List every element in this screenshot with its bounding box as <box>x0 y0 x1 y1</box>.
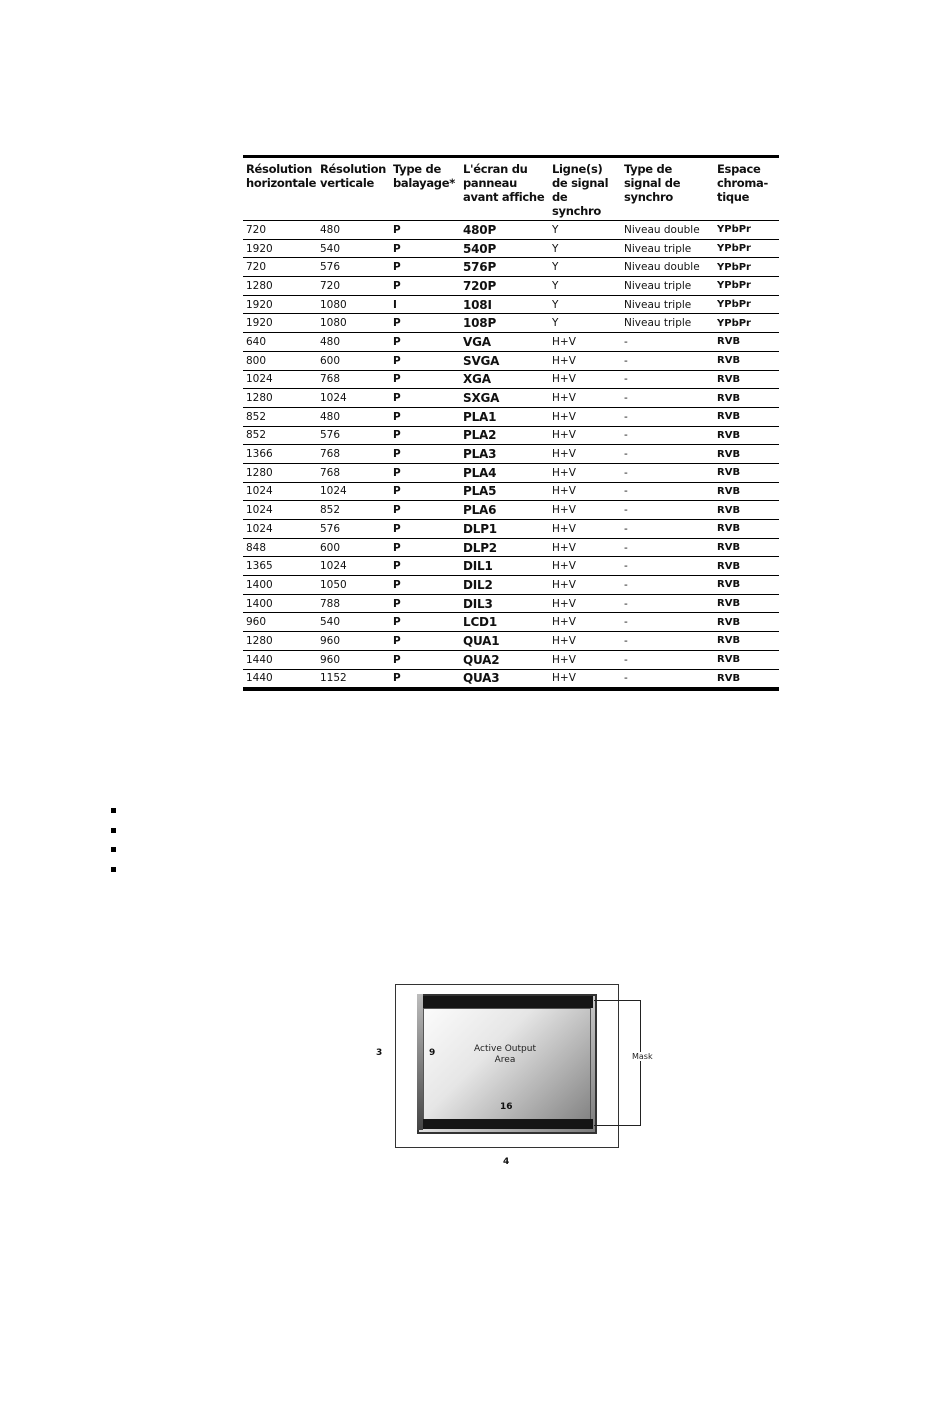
column-header-line: Espace <box>717 162 761 176</box>
table-row <box>243 239 779 258</box>
column-header <box>460 158 549 221</box>
horizontal-resolution-cell: 960 <box>243 613 317 632</box>
vertical-resolution-cell: 768 <box>317 370 390 389</box>
color-space-cell: RVB <box>714 520 779 539</box>
sync-type-cell: - <box>621 351 714 370</box>
column-header <box>243 158 317 221</box>
aspect-ratio-diagram <box>370 980 670 1180</box>
horizontal-resolution-cell: 1024 <box>243 370 317 389</box>
sync-lines-cell: Y <box>549 239 621 258</box>
horizontal-resolution-cell: 1920 <box>243 239 317 258</box>
vertical-resolution-cell: 852 <box>317 501 390 520</box>
table-row <box>243 520 779 539</box>
column-header-line: panneau <box>463 176 518 190</box>
sync-type-cell: Niveau double <box>621 258 714 277</box>
horizontal-resolution-cell: 1366 <box>243 445 317 464</box>
color-space-cell: RVB <box>714 650 779 669</box>
color-space-cell: YPbPr <box>714 314 779 333</box>
column-header-line: chroma- <box>717 176 768 190</box>
color-space-cell: RVB <box>714 426 779 445</box>
resolution-table-wrapper <box>243 155 779 691</box>
column-header-line: Type de <box>624 162 672 176</box>
sync-type-cell: - <box>621 576 714 595</box>
display-mode-cell: 108P <box>460 314 549 333</box>
display-mode-cell: 576P <box>460 258 549 277</box>
table-row <box>243 370 779 389</box>
table-row <box>243 426 779 445</box>
horizontal-resolution-cell: 720 <box>243 221 317 240</box>
display-mode-cell: 540P <box>460 239 549 258</box>
table-row <box>243 333 779 352</box>
vertical-resolution-cell: 1050 <box>317 576 390 595</box>
sync-lines-cell: H+V <box>549 482 621 501</box>
display-mode-cell: SVGA <box>460 351 549 370</box>
horizontal-resolution-cell: 1024 <box>243 501 317 520</box>
display-mode-cell: DIL1 <box>460 557 549 576</box>
bullet-square-icon <box>111 828 116 833</box>
sync-lines-cell: H+V <box>552 672 576 685</box>
scan-type-cell: P <box>390 407 460 426</box>
display-mode-cell: LCD1 <box>460 613 549 632</box>
table-row <box>243 463 779 482</box>
color-space-cell: RVB <box>714 576 779 595</box>
vertical-resolution-cell: 576 <box>317 520 390 539</box>
sync-lines-cell: H+V <box>549 557 621 576</box>
vertical-resolution-cell: 480 <box>317 221 390 240</box>
display-mode-cell: DIL2 <box>460 576 549 595</box>
vertical-resolution-cell: 768 <box>317 463 390 482</box>
scan-type-cell: P <box>390 576 460 595</box>
column-header-line: signal de <box>624 176 681 190</box>
sync-lines-cell: H+V <box>549 538 621 557</box>
horizontal-resolution-cell: 800 <box>243 351 317 370</box>
horizontal-resolution-cell: 1280 <box>243 632 317 651</box>
column-header-line: de synchro <box>552 190 602 218</box>
sync-type-cell: - <box>621 482 714 501</box>
color-space-cell: YPbPr <box>714 239 779 258</box>
mask-label: Mask <box>632 1052 653 1061</box>
active-area-line1: Active Output <box>474 1044 536 1054</box>
column-header <box>390 158 460 221</box>
sync-type-cell: Niveau triple <box>621 314 714 333</box>
vertical-resolution-cell: 540 <box>317 613 390 632</box>
table-header-row <box>243 158 779 221</box>
color-space-cell: RVB <box>717 672 741 684</box>
display-mode-cell: DLP2 <box>460 538 549 557</box>
sync-lines-cell: H+V <box>549 501 621 520</box>
vertical-resolution-cell: 1024 <box>317 557 390 576</box>
display-mode-cell: 480P <box>460 221 549 240</box>
display-mode-cell: DIL3 <box>460 594 549 613</box>
sync-type-cell: - <box>621 650 714 669</box>
column-header-line: Résolution <box>246 162 313 176</box>
column-header-line: verticale <box>320 176 375 190</box>
sync-lines-cell: Y <box>549 314 621 333</box>
horizontal-resolution-cell: 1920 <box>243 295 317 314</box>
sync-type-cell: - <box>621 632 714 651</box>
vertical-resolution-cell: 1024 <box>317 482 390 501</box>
ratio-label-3: 3 <box>376 1048 383 1058</box>
vertical-resolution-cell: 720 <box>317 277 390 296</box>
color-space-cell: RVB <box>714 351 779 370</box>
display-mode-cell: QUA3 <box>463 671 500 686</box>
sync-type-cell: - <box>621 333 714 352</box>
horizontal-resolution-cell: 852 <box>243 407 317 426</box>
horizontal-resolution-cell: 1280 <box>243 277 317 296</box>
table-row <box>243 277 779 296</box>
color-space-cell: RVB <box>714 613 779 632</box>
sync-lines-cell: Y <box>549 277 621 296</box>
sync-lines-cell: H+V <box>549 632 621 651</box>
scan-type-cell: I <box>390 295 460 314</box>
display-mode-cell: 720P <box>460 277 549 296</box>
sync-type-cell: - <box>621 463 714 482</box>
table-row <box>243 351 779 370</box>
column-header-line: tique <box>717 190 750 204</box>
table-row <box>243 613 779 632</box>
table-row <box>243 221 779 240</box>
display-mode-cell: DLP1 <box>460 520 549 539</box>
column-header-line: synchro <box>624 190 674 204</box>
display-mode-cell: PLA3 <box>460 445 549 464</box>
horizontal-resolution-cell: 720 <box>243 258 317 277</box>
sync-lines-cell: Y <box>549 295 621 314</box>
color-space-cell: RVB <box>714 370 779 389</box>
table-row <box>243 669 779 687</box>
sync-type-cell: - <box>621 594 714 613</box>
column-header-line: horizontale <box>246 176 317 190</box>
table-row <box>243 538 779 557</box>
active-output-area-label <box>460 1044 550 1066</box>
color-space-cell: RVB <box>714 445 779 464</box>
bullet-square-icon <box>111 808 116 813</box>
color-space-cell: RVB <box>714 501 779 520</box>
table-row <box>243 632 779 651</box>
sync-type-cell: - <box>621 501 714 520</box>
mask-bar-top <box>423 996 593 1008</box>
scan-type-cell: P <box>390 501 460 520</box>
column-header-line: L'écran du <box>463 162 528 176</box>
sync-type-cell: - <box>621 557 714 576</box>
scan-type-cell: P <box>390 463 460 482</box>
sync-lines-cell: H+V <box>549 351 621 370</box>
table-row <box>243 557 779 576</box>
vertical-resolution-cell: 576 <box>317 426 390 445</box>
sync-type-cell: - <box>621 445 714 464</box>
scan-type-cell: P <box>390 426 460 445</box>
table-body <box>243 221 779 688</box>
horizontal-resolution-cell: 1440 <box>246 672 273 685</box>
scan-type-cell: P <box>390 370 460 389</box>
color-space-cell: RVB <box>714 389 779 408</box>
scan-type-cell: P <box>390 482 460 501</box>
sync-type-cell: - <box>621 407 714 426</box>
horizontal-resolution-cell: 1280 <box>243 389 317 408</box>
column-header-line: balayage* <box>393 176 455 190</box>
vertical-resolution-cell: 788 <box>317 594 390 613</box>
vertical-resolution-cell: 600 <box>317 538 390 557</box>
horizontal-resolution-cell: 1440 <box>243 650 317 669</box>
column-header <box>621 158 714 221</box>
scan-type-cell: P <box>390 520 460 539</box>
sync-type-cell: Niveau double <box>621 221 714 240</box>
table-row <box>243 389 779 408</box>
vertical-resolution-cell: 480 <box>317 407 390 426</box>
vertical-resolution-cell: 1152 <box>320 672 347 685</box>
color-space-cell: RVB <box>714 538 779 557</box>
color-space-cell: YPbPr <box>714 277 779 296</box>
column-header-line: Ligne(s) <box>552 162 603 176</box>
display-mode-cell: XGA <box>460 370 549 389</box>
display-mode-cell: PLA2 <box>460 426 549 445</box>
sync-lines-cell: H+V <box>549 463 621 482</box>
table-row <box>243 295 779 314</box>
display-mode-cell: SXGA <box>460 389 549 408</box>
mask-bar-bottom <box>423 1119 593 1129</box>
display-mode-cell: 108I <box>460 295 549 314</box>
sync-lines-cell: H+V <box>549 520 621 539</box>
sync-type-cell: Niveau triple <box>621 277 714 296</box>
sync-type-cell: Niveau triple <box>621 295 714 314</box>
scan-type-cell: P <box>390 650 460 669</box>
scan-type-cell: P <box>390 314 460 333</box>
display-mode-cell: VGA <box>460 333 549 352</box>
color-space-cell: RVB <box>714 463 779 482</box>
sync-lines-cell: H+V <box>549 613 621 632</box>
color-space-cell: YPbPr <box>714 221 779 240</box>
ratio-label-16: 16 <box>500 1102 513 1112</box>
table-row <box>243 445 779 464</box>
table-row <box>243 594 779 613</box>
table-row <box>243 576 779 595</box>
active-area-line2: Area <box>494 1055 516 1065</box>
sync-lines-cell: H+V <box>549 445 621 464</box>
scan-type-cell: P <box>390 445 460 464</box>
horizontal-resolution-cell: 848 <box>243 538 317 557</box>
scan-type-cell: P <box>390 632 460 651</box>
scan-type-cell: P <box>390 239 460 258</box>
vertical-resolution-cell: 960 <box>317 650 390 669</box>
table-row <box>243 258 779 277</box>
sync-lines-cell: H+V <box>549 576 621 595</box>
display-mode-cell: QUA1 <box>460 632 549 651</box>
sync-lines-cell: H+V <box>549 389 621 408</box>
sync-type-cell: - <box>624 672 628 685</box>
color-space-cell: RVB <box>714 333 779 352</box>
resolution-table <box>243 158 779 687</box>
horizontal-resolution-cell: 1024 <box>243 520 317 539</box>
horizontal-resolution-cell: 1280 <box>243 463 317 482</box>
sync-type-cell: - <box>621 370 714 389</box>
sync-lines-cell: H+V <box>549 650 621 669</box>
column-header-line: Type de <box>393 162 441 176</box>
scan-type-cell: P <box>390 351 460 370</box>
horizontal-resolution-cell: 1400 <box>243 594 317 613</box>
scan-type-cell: P <box>390 389 460 408</box>
column-header-line: de signal <box>552 176 609 190</box>
ratio-label-9: 9 <box>429 1048 436 1058</box>
vertical-resolution-cell: 540 <box>317 239 390 258</box>
scan-type-cell: P <box>390 277 460 296</box>
horizontal-resolution-cell: 1365 <box>243 557 317 576</box>
scan-type-cell: P <box>393 672 401 685</box>
vertical-resolution-cell: 960 <box>317 632 390 651</box>
vertical-resolution-cell: 1024 <box>317 389 390 408</box>
column-header-line: Résolution <box>320 162 387 176</box>
table-row <box>243 314 779 333</box>
scan-type-cell: P <box>390 221 460 240</box>
sync-lines-cell: H+V <box>549 426 621 445</box>
vertical-resolution-cell: 768 <box>317 445 390 464</box>
display-mode-cell: PLA1 <box>460 407 549 426</box>
table-row <box>243 650 779 669</box>
color-space-cell: RVB <box>714 482 779 501</box>
display-mode-cell: PLA5 <box>460 482 549 501</box>
horizontal-resolution-cell: 1400 <box>243 576 317 595</box>
bullet-square-icon <box>111 867 116 872</box>
display-mode-cell: PLA4 <box>460 463 549 482</box>
table-row <box>243 482 779 501</box>
vertical-resolution-cell: 1080 <box>317 314 390 333</box>
sync-type-cell: - <box>621 389 714 408</box>
scan-type-cell: P <box>390 594 460 613</box>
horizontal-resolution-cell: 1920 <box>243 314 317 333</box>
scan-type-cell: P <box>390 613 460 632</box>
sync-lines-cell: Y <box>549 258 621 277</box>
table-row <box>243 407 779 426</box>
display-mode-cell: PLA6 <box>460 501 549 520</box>
sync-lines-cell: H+V <box>549 333 621 352</box>
sync-type-cell: - <box>621 538 714 557</box>
color-space-cell: YPbPr <box>714 295 779 314</box>
scan-type-cell: P <box>390 557 460 576</box>
bullet-square-icon <box>111 847 116 852</box>
sync-type-cell: - <box>621 520 714 539</box>
vertical-resolution-cell: 576 <box>317 258 390 277</box>
column-header <box>714 158 779 221</box>
scan-type-cell: P <box>390 258 460 277</box>
vertical-resolution-cell: 480 <box>317 333 390 352</box>
sync-lines-cell: H+V <box>549 407 621 426</box>
scan-type-cell: P <box>390 333 460 352</box>
sync-lines-cell: Y <box>549 221 621 240</box>
column-header <box>549 158 621 221</box>
column-header-line: avant affiche <box>463 190 545 204</box>
color-space-cell: RVB <box>714 407 779 426</box>
vertical-resolution-cell: 1080 <box>317 295 390 314</box>
color-space-cell: RVB <box>714 557 779 576</box>
mask-bracket <box>594 1000 641 1126</box>
color-space-cell: RVB <box>714 594 779 613</box>
sync-lines-cell: H+V <box>549 370 621 389</box>
horizontal-resolution-cell: 1024 <box>243 482 317 501</box>
sync-type-cell: - <box>621 426 714 445</box>
column-header <box>317 158 390 221</box>
horizontal-resolution-cell: 852 <box>243 426 317 445</box>
sync-type-cell: - <box>621 613 714 632</box>
display-mode-cell: QUA2 <box>460 650 549 669</box>
table-row <box>243 501 779 520</box>
scan-type-cell: P <box>390 538 460 557</box>
horizontal-resolution-cell: 640 <box>243 333 317 352</box>
sync-lines-cell: H+V <box>549 594 621 613</box>
color-space-cell: RVB <box>714 632 779 651</box>
sync-type-cell: Niveau triple <box>621 239 714 258</box>
color-space-cell: YPbPr <box>714 258 779 277</box>
ratio-label-4: 4 <box>503 1157 510 1167</box>
vertical-resolution-cell: 600 <box>317 351 390 370</box>
